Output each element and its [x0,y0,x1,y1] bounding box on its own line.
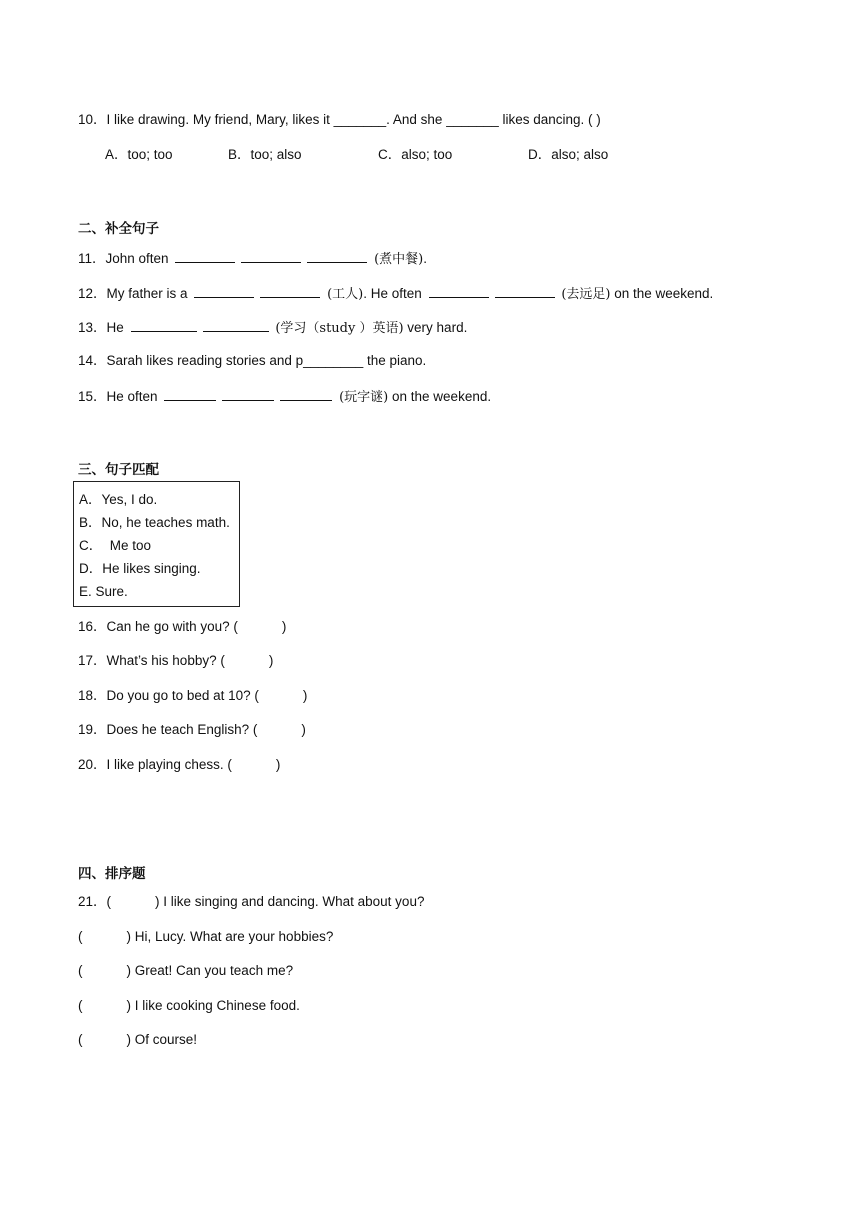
chinese-hint: (去远足) [561,287,611,302]
question-text: very hard. [403,320,468,335]
question-19 [78,721,306,739]
question-16 [78,618,286,636]
question-text: on the weekend. [610,286,714,301]
question-text: I like playing chess. ( [106,757,232,772]
close-paren: ) [268,653,274,668]
question-number: 18． [78,688,107,703]
question-13 [78,318,467,338]
chinese-hint: (玩字谜) [339,390,389,405]
option-a: A．too; too [105,147,173,162]
question-number: 12． [78,286,107,301]
question-17 [78,652,273,670]
dialogue-line: Hi, Lucy. What are your hobbies? [131,929,334,944]
question-18 [78,687,307,705]
answer-blank[interactable] [175,249,235,263]
open-paren: ( [78,963,83,978]
answer-blank[interactable] [131,318,197,332]
question-11 [78,249,427,269]
choice-a: A．Yes, I do. [79,492,158,507]
question-text: . [423,251,428,266]
option-b: B．too; also [228,147,302,162]
option-d: D．also; also [528,147,609,162]
close-paren: ) [302,688,308,703]
ordering-item [78,997,300,1015]
ordering-item [78,962,293,980]
dialogue-line: I like singing and dancing. What about you? [159,894,425,909]
section-heading-sentence-matching: 三、句子匹配 [78,462,159,477]
question-number: 13． [78,320,107,335]
chinese-hint: (煮中餐) [374,252,424,267]
question-text: on the weekend. [388,389,492,404]
answer-blank[interactable] [307,249,367,263]
chinese-hint: (学习（study ）英语) [275,321,404,336]
question-number: 14． [78,353,107,368]
open-paren: ( [106,894,112,909]
choice-box [73,481,240,607]
answer-blank[interactable] [280,387,332,401]
question-text: He [106,320,124,335]
answer-blank[interactable] [429,284,489,298]
dialogue-line: Of course! [131,1032,198,1047]
close-paren: ) [126,998,131,1013]
question-number: 16． [78,619,107,634]
question-text: Do you go to bed at 10? ( [106,688,259,703]
ordering-item [78,928,333,946]
open-paren: ( [78,998,83,1013]
close-paren: ) [301,722,306,737]
question-text: Sarah likes reading stories and p________ [106,353,364,368]
question-text: Can he go with you? ( [106,619,238,634]
close-paren: ) [275,757,281,772]
choice-d: D．He likes singing. [79,561,201,576]
question-text: the piano. [366,353,427,368]
answer-blank[interactable] [260,284,320,298]
answer-blank[interactable] [241,249,301,263]
question-text: My father is a [106,286,188,301]
open-paren: ( [78,1032,83,1047]
question-number: 17． [78,653,107,668]
question-12 [78,284,713,304]
question-number: 19． [78,722,107,737]
question-15 [78,387,491,407]
ordering-item [78,1031,197,1049]
close-paren: ) [281,619,287,634]
question-14 [78,352,426,370]
question-10 [78,111,601,129]
answer-blank[interactable] [194,284,254,298]
question-text: Does he teach English? ( [106,722,258,737]
question-number: 15． [78,389,107,404]
dialogue-line: Great! Can you teach me? [131,963,294,978]
question-text: What’s his hobby? ( [106,653,225,668]
dialogue-line: I like cooking Chinese food. [131,998,300,1013]
close-paren: ) [126,963,131,978]
question-number: 10． [78,112,107,127]
question-text: John often [105,251,169,266]
question-21 [78,893,424,911]
choice-e: E. Sure. [79,584,128,599]
question-number: 11． [78,251,106,266]
question-number: 21． [78,894,107,909]
answer-blank[interactable] [203,318,269,332]
open-paren: ( [78,929,83,944]
choice-c: C． Me too [79,538,152,553]
answer-blank[interactable] [164,387,216,401]
close-paren: ) [126,929,131,944]
question-text: He often [106,389,158,404]
question-text: . He often [363,286,422,301]
chinese-hint: (工人) [327,287,364,302]
question-text: I like drawing. My friend, Mary, likes it _______. And she _______ likes dancing. ( ) [106,112,601,127]
choice-b: B．No, he teaches math. [79,515,230,530]
section-heading-complete-sentences: 二、补全句子 [78,221,159,236]
answer-blank[interactable] [222,387,274,401]
question-number: 20． [78,757,107,772]
close-paren: ) [126,1032,131,1047]
section-heading-ordering: 四、排序题 [78,866,146,881]
question-20 [78,756,280,774]
answer-blank[interactable] [495,284,555,298]
option-c: C．also; too [378,147,453,162]
close-paren: ) [155,894,160,909]
